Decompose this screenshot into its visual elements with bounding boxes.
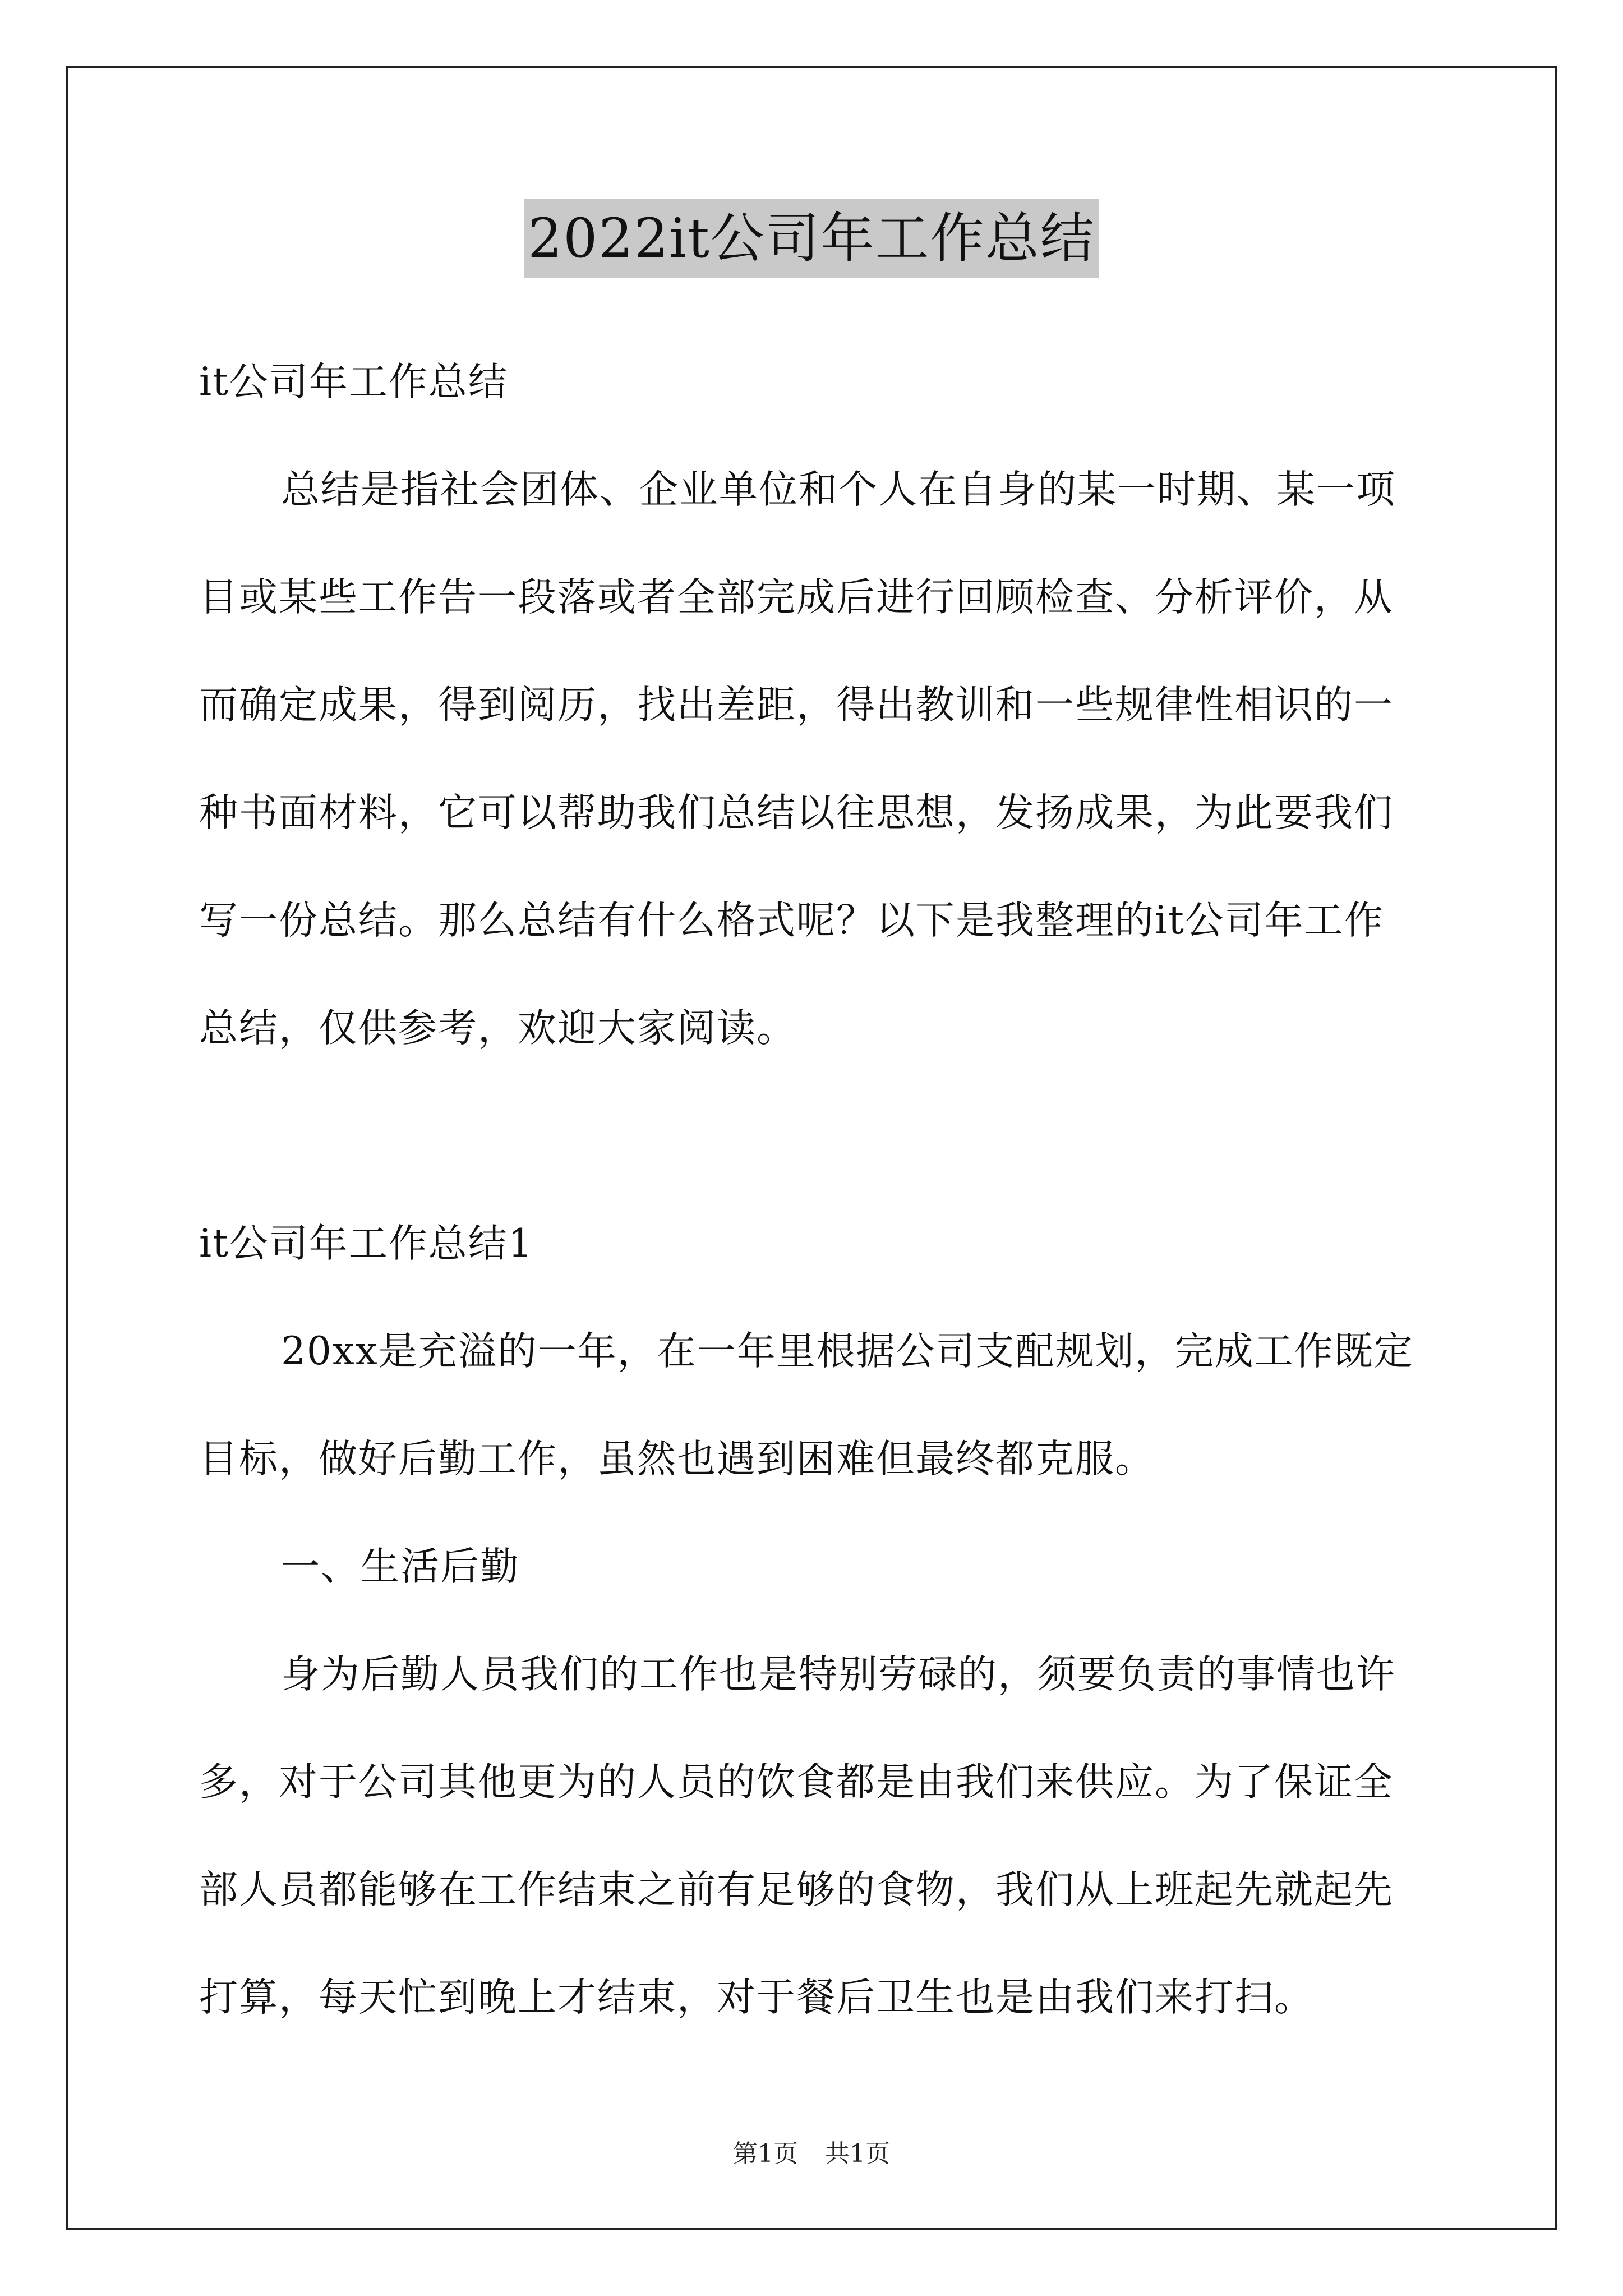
subsection-heading: 一、生活后勤 [281,1544,520,1589]
body-paragraph: 20xx是充溢的一年，在一年里根据公司支配规划，完成工作既定目标，做好后勤工作，虽然也遇到困难但最终都克服。 [199,1329,1414,1481]
document-title: 2022it公司年工作总结 [524,199,1099,278]
page-total: 共1页 [825,2139,890,2168]
title-container [0,199,1623,278]
page-footer [0,2137,1623,2171]
intro-paragraph: 总结是指社会团体、企业单位和个人在自身的某一时期、某一项目或某些工作告一段落或者全部完成后进行回顾检查、分析评价，从而确定成果，得到阅历，找出差距，得出教训和一些规律性相识的一种书面材料，它可以帮助我们总结以往思想，发扬成果，为此要我们写一份总结。那么总结有什么格式呢？以下是我整理的it公司年工作总结，仅供参考，欢迎大家阅读。 [199,467,1396,1051]
section-heading: it公司年工作总结1 [199,1221,534,1266]
body-paragraph: 身为后勤人员我们的工作也是特别劳碌的，须要负责的事情也许多，对于公司其他更为的人员的饮食都是由我们来供应。为了保证全部人员都能够在工作结束之前有足够的食物，我们从上班起先就起先打算，每天忙到晚上才结束，对于餐后卫生也是由我们来打扫。 [199,1652,1396,2020]
page-number: 第1页 [733,2139,798,2168]
document-body [199,328,1422,2051]
section-heading: it公司年工作总结 [199,360,508,404]
